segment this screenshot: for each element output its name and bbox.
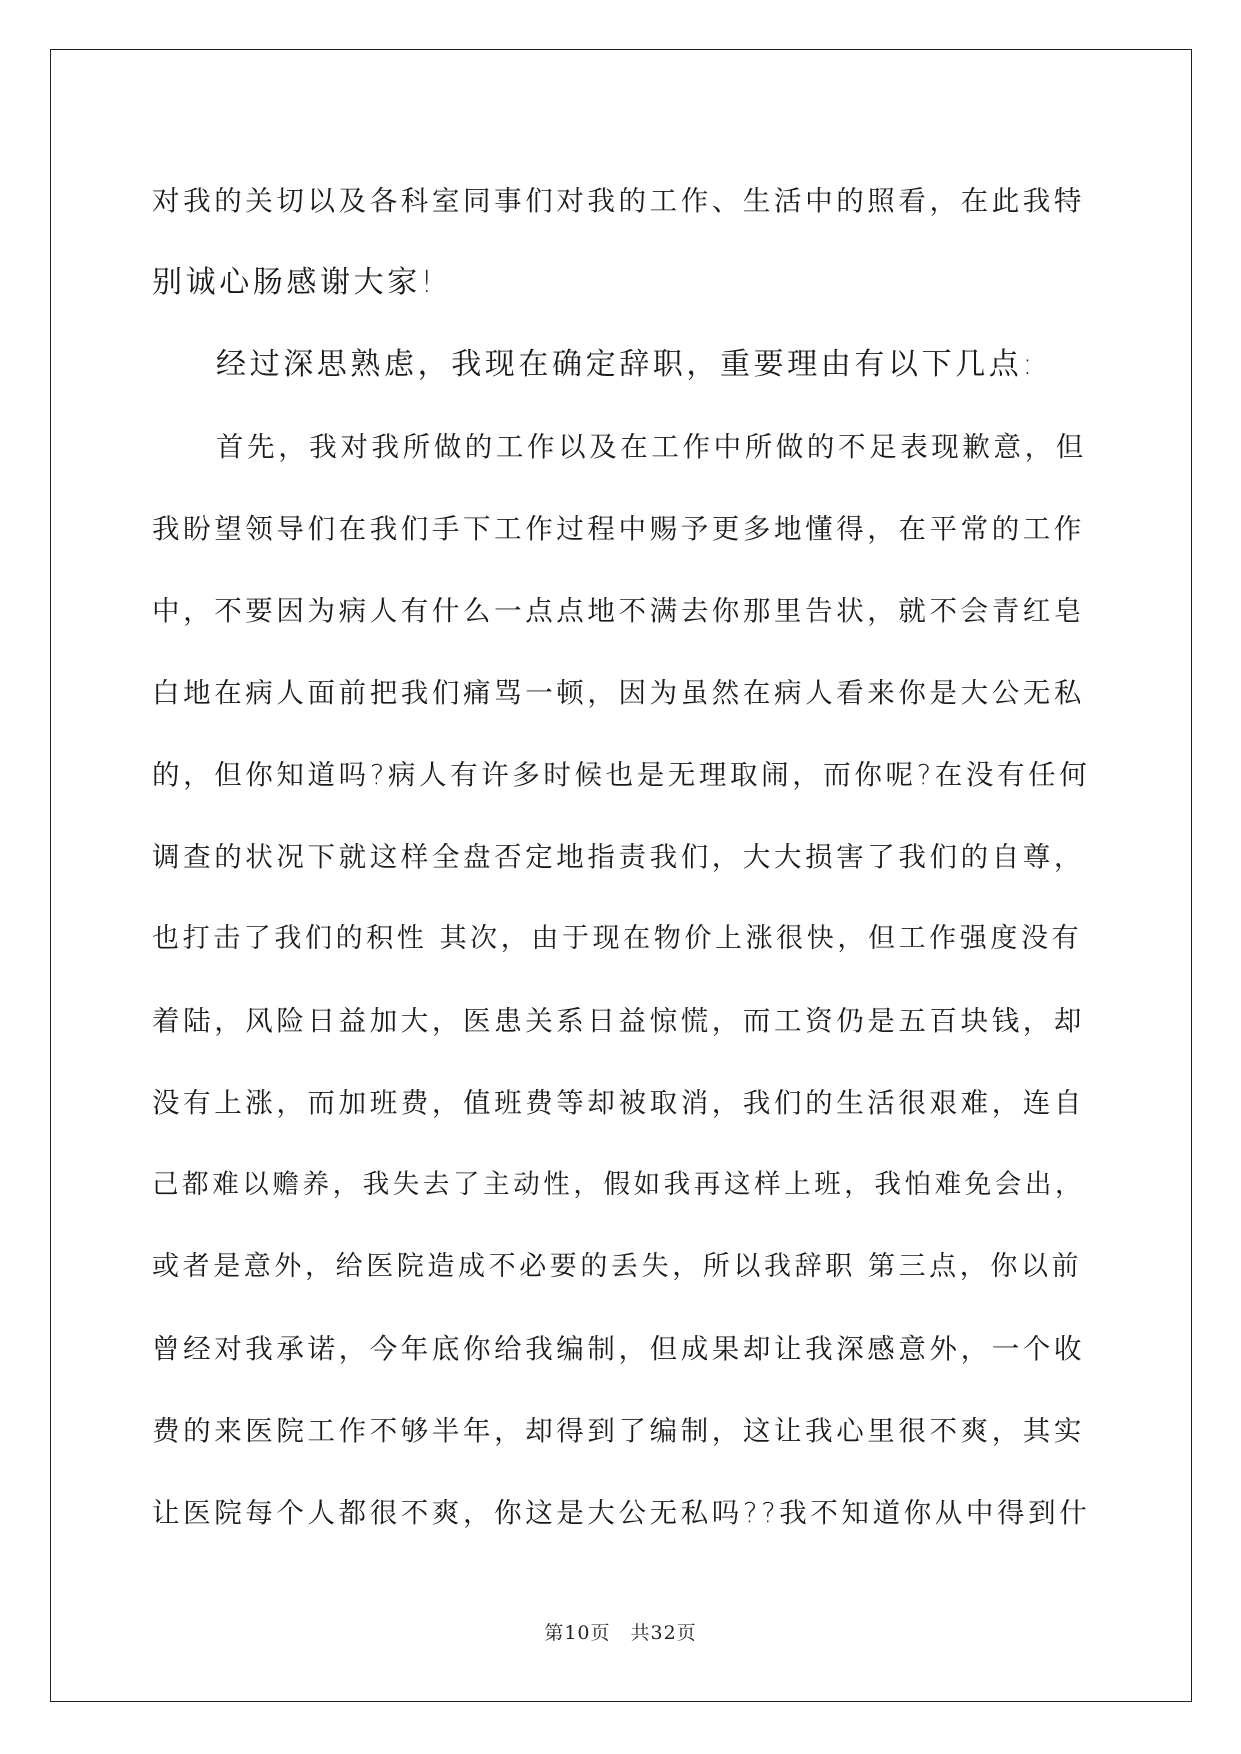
text-line: 着陆，风险日益加大，医患关系日益惊慌，而工资仍是五百块钱，却	[152, 1005, 1085, 1037]
text-line: 也打击了我们的积性 其次，由于现在物价上涨很快，但工作强度没有	[152, 923, 1083, 954]
text-line: 我盼望领导们在我们手下工作过程中赐予更多地懂得，在平常的工作	[152, 513, 1085, 545]
text-line: 中，不要因为病人有什么一点点地不满去你那里告状，就不会青红皂	[152, 595, 1085, 627]
text-line: 调查的状况下就这样全盘否定地指责我们，大大损害了我们的自尊，	[152, 841, 1085, 873]
text-line: 费的来医院工作不够半年，却得到了编制，这让我心里很不爽，其实	[152, 1415, 1085, 1447]
text-line: 的，但你知道吗?病人有许多时候也是无理取闹，而你呢?在没有任何	[152, 759, 1091, 791]
text-line: 经过深思熟虑，我现在确定辞职，重要理由有以下几点:	[216, 347, 1037, 382]
page-footer	[0, 1618, 1241, 1645]
text-line: 别诚心肠感谢大家!	[152, 265, 437, 300]
text-line: 或者是意外，给医院造成不必要的丢失，所以我辞职 第三点，你以前	[152, 1251, 1083, 1282]
text-line: 没有上涨，而加班费，值班费等却被取消，我们的生活很艰难，连自	[152, 1087, 1085, 1119]
text-line: 白地在病人面前把我们痛骂一顿，因为虽然在病人看来你是大公无私	[152, 677, 1085, 709]
document-body	[152, 160, 1092, 1554]
text-line: 首先，我对我所做的工作以及在工作中所做的不足表现歉意，但	[216, 431, 1087, 463]
text-line: 对我的关切以及各科室同事们对我的工作、生活中的照看，在此我特	[152, 185, 1085, 217]
text-line: 让医院每个人都很不爽，你这是大公无私吗??我不知道你从中得到什	[152, 1497, 1091, 1529]
page-number: 第10页 共32页	[544, 1622, 697, 1644]
text-line: 己都难以赡养，我失去了主动性，假如我再这样上班，我怕难免会出，	[152, 1169, 1086, 1200]
text-line: 曾经对我承诺，今年底你给我编制，但成果却让我深感意外，一个收	[152, 1333, 1085, 1365]
